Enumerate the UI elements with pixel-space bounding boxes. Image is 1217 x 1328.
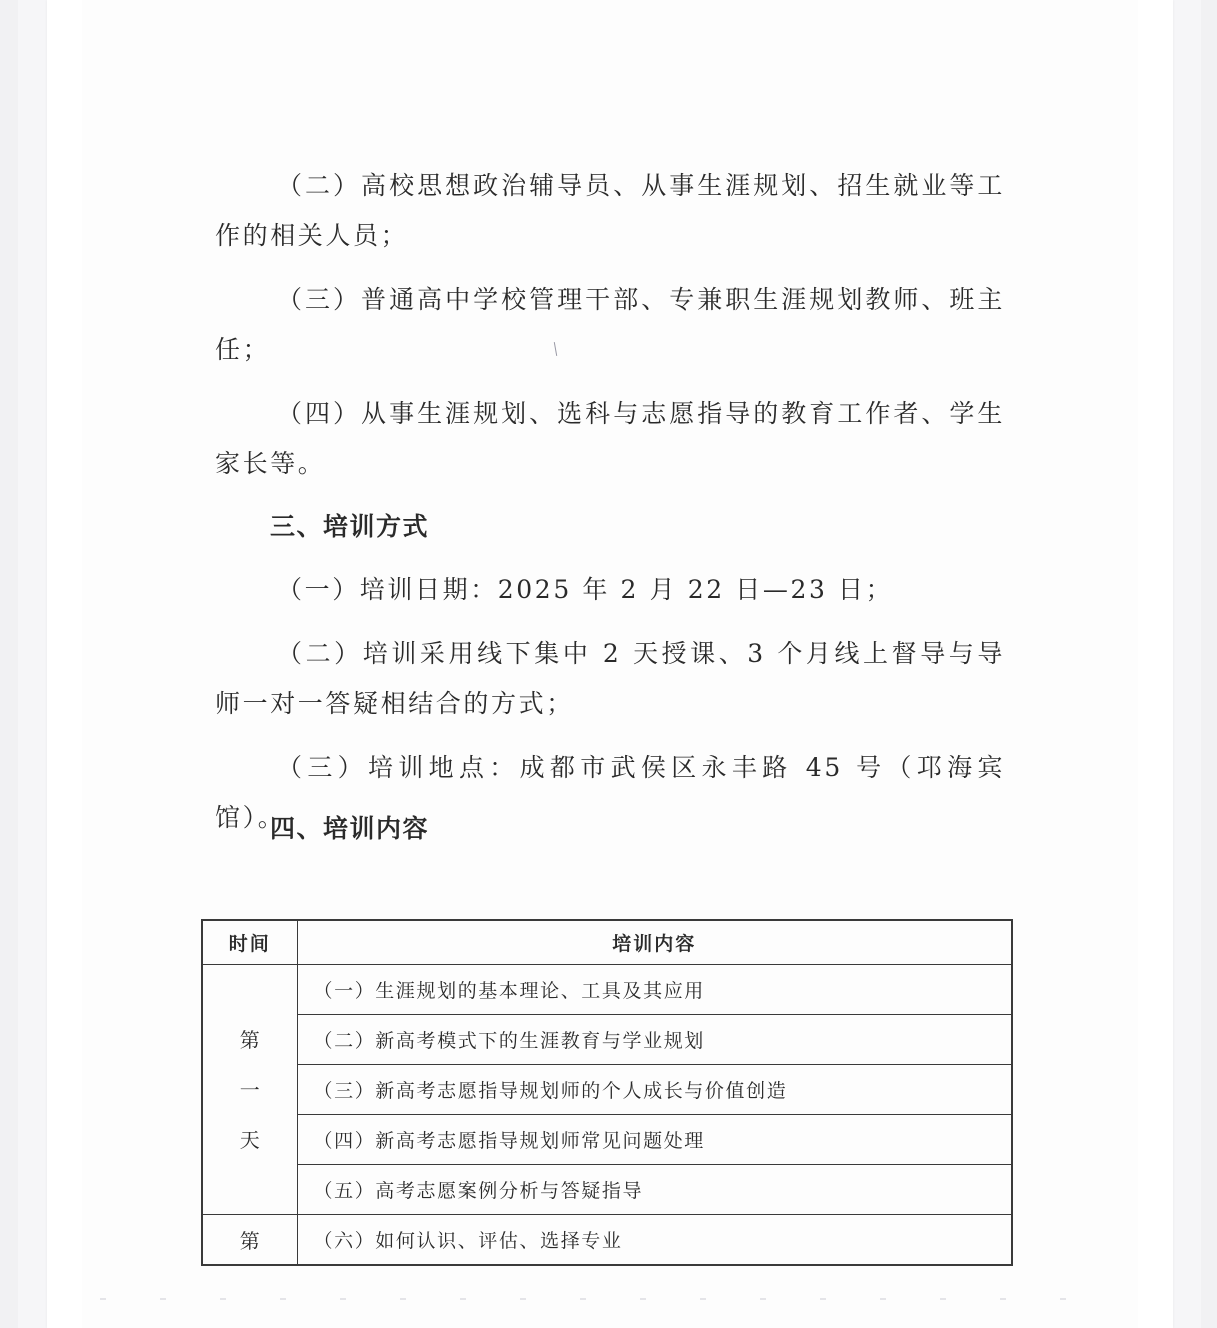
paragraph-eligibility-4: （四）从事生涯规划、选科与志愿指导的教育工作者、学生家长等。: [215, 399, 1005, 478]
header-content: 培训内容: [297, 920, 1012, 965]
table-row: [202, 1065, 1012, 1115]
day-one-char: 天: [239, 1127, 260, 1152]
header-time: 时间: [202, 920, 297, 965]
section-heading-training-content: 四、培训内容: [270, 814, 430, 843]
table-row: [202, 1015, 1012, 1065]
day-one-label: [202, 965, 297, 1215]
table-row: [202, 1165, 1012, 1215]
table-cell-content: （四）新高考志愿指导规划师常见问题处理: [297, 1115, 1012, 1165]
table-cell-content: （一）生涯规划的基本理论、工具及其应用: [297, 965, 1012, 1015]
table-cell-content: （三）新高考志愿指导规划师的个人成长与价值创造: [297, 1065, 1012, 1115]
paragraph-eligibility-3: （三）普通高中学校管理干部、专兼职生涯规划教师、班主任；: [215, 285, 1005, 364]
table-cell-content: （二）新高考模式下的生涯教育与学业规划: [297, 1015, 1012, 1065]
table-row: [202, 1115, 1012, 1165]
paragraph-training-format: （二）培训采用线下集中 2 天授课、3 个月线上督导与导师一对一答疑相结合的方式；: [215, 639, 1005, 718]
day-one-char: 一: [239, 1077, 260, 1102]
table-cell-content: （五）高考志愿案例分析与答疑指导: [297, 1165, 1012, 1215]
paragraph-eligibility-2: （二）高校思想政治辅导员、从事生涯规划、招生就业等工作的相关人员；: [215, 171, 1005, 250]
table-cell-content: （六）如何认识、评估、选择专业: [297, 1215, 1012, 1266]
training-schedule-table: [201, 919, 1013, 1266]
table-row: [202, 965, 1012, 1015]
day-two-label: 第: [202, 1215, 297, 1266]
table-header-row: [202, 920, 1012, 965]
scan-edge-artifact: [100, 1298, 1100, 1300]
paragraph-training-location: （三）培训地点：成都市武侯区永丰路 45 号（邛海宾馆）。: [215, 753, 1005, 832]
paragraph-training-date: （一）培训日期：2025 年 2 月 22 日—23 日；: [277, 575, 894, 604]
table-row: [202, 1215, 1012, 1266]
section-heading-training-method: 三、培训方式: [270, 512, 430, 541]
day-one-char: 第: [239, 1027, 260, 1052]
